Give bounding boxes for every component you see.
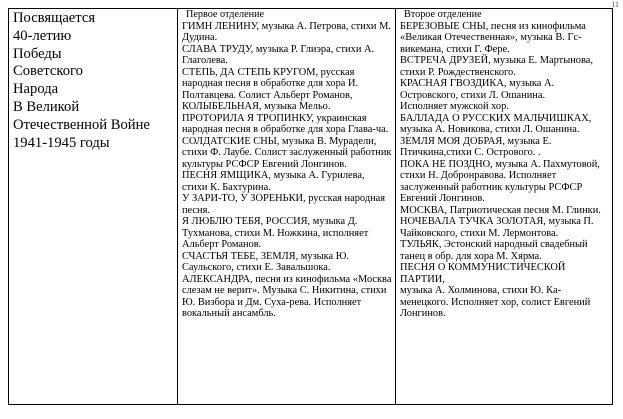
- program-entry: ПОКА НЕ ПОЗДНО, музыка А. Пахмутовой, стихи Н. Добронравова. Исполняет заслуженный работник культуры РСФСР Евгений Лонгинов.: [400, 158, 600, 204]
- concert-program-table: [8, 8, 613, 405]
- program-entry: КОЛЫБЕЛЬНАЯ, музыка Мельо.: [182, 101, 331, 112]
- section-1-entries: [182, 21, 392, 320]
- program-entry: ТУЛЬЯК, Эстонский народный свадебный танец в обр. для хора М. Хярма.: [400, 239, 588, 262]
- section-2-cell: [396, 9, 613, 405]
- program-entry: музыка А. Холминова, стихи Ю. Ка-менецкого. Исполняет хор, солист Евгений Лонгинов.: [400, 285, 591, 319]
- program-entry: ЗЕМЛЯ МОЯ ДОБРАЯ, музыка Е. Птичкина,стихи С. Острового. .: [400, 135, 552, 158]
- program-entry: СЧАСТЬЯ ТЕБЕ, ЗЕМЛЯ, музыка Ю. Саульского, стихи Е. Завальшока.: [182, 250, 350, 273]
- program-entry: ПРОТОРИЛА Я ТРОПИНКУ, украинская народная песня в обработке для хора Глава-ча.: [182, 112, 389, 135]
- dedication-line: 40-летию: [13, 27, 72, 44]
- program-row: [9, 9, 613, 405]
- program-entry: БЕРЕЗОВЫЕ СНЫ, песня из кинофильма «Великая Отечественная», музыка В. Гс-викемана, стихи Г. Фере.: [400, 20, 586, 55]
- dedication-line: Победы: [13, 45, 62, 62]
- program-entry: ВСТРЕЧА ДРУЗЕЙ, музыка Е. Мартынова, стихи Р. Рождественского.: [400, 55, 593, 78]
- dedication-text: [13, 9, 174, 152]
- dedication-line: Посвящается: [13, 10, 96, 26]
- dedication-line: Советского: [13, 63, 83, 80]
- program-entry: У ЗАРИ-ТО, У ЗОРЕНЬКИ, русская народная песня.: [182, 193, 386, 216]
- program-entry: СОЛДАТСКИЕ СНЫ, музыка В. Мурадели, стихи Ф. Лаубе. Солист заслуженный работник культуры РСФСР Евгений Лонгинов.: [182, 135, 392, 170]
- section-1-cell: [178, 9, 396, 405]
- program-entry: Я ЛЮБЛЮ ТЕБЯ, РОССИЯ, музыка Д. Тухманова, стихи М. Ножкина, исполняет Альберт Романов.: [182, 216, 369, 250]
- program-entry: МОСКВА, Патриотическая песня М. Глинки.: [400, 204, 601, 216]
- section-2-title: Второе отделение: [404, 9, 482, 20]
- program-entry: СТЕПЬ, ДА СТЕПЬ КРУГОМ, русская народная песня в обработке для хора И. Полтавцева. Солист Альберт Романов,: [182, 66, 359, 101]
- section-2-entries: [400, 21, 609, 320]
- program-entry: ПЕСНЯ О КОММУНИСТИЧЕСКОЙ ПАРТИИ,: [400, 262, 566, 285]
- program-entry: Исполняет мужской хор.: [400, 101, 509, 112]
- dedication-line: В Великой: [13, 98, 80, 115]
- program-entry: ГИМН ЛЕНИНУ, музыка А. Петрова, стихи М. Дудина.: [182, 20, 391, 43]
- program-entry: ПЕСНЯ ЯМЩИКА, музыка А. Гурилева, стихи К. Бахтурина.: [182, 170, 365, 193]
- page-number: 11: [611, 0, 619, 9]
- dedication-line: 1941-1945 годы: [13, 134, 110, 151]
- dedication-line: Отечественной Войне: [13, 116, 150, 133]
- program-entry: НОЧЕВАЛА ТУЧКА ЗОЛОТАЯ, музыка П. Чайковского, стихи М. Лермонтова.: [400, 216, 594, 239]
- program-entry: БАЛЛАДА О РУССКИХ МАЛЬЧИШКАХ, музыка А. Новикова, стихи Л. Ошанина.: [400, 112, 592, 135]
- dedication-line: Народа: [13, 81, 59, 98]
- program-entry: АЛЕКСАНДРА, песня из кинофильма «Москва слезам не верит». Музыка С. Никитина, стихи Ю. Визбора и Дм. Суха-рева. Исполняет вокальный ансамбль.: [182, 273, 392, 319]
- dedication-cell: [9, 9, 178, 405]
- section-1-title: Первое отделение: [186, 9, 265, 20]
- program-entry: СЛАВА ТРУДУ, музыка Р. Глиэра, стихи А. Глаголева.: [182, 43, 375, 66]
- program-entry: КРАСНАЯ ГВОЗДИКА, музыка А. Островского, стихи Л. Ошанина.: [400, 78, 555, 101]
